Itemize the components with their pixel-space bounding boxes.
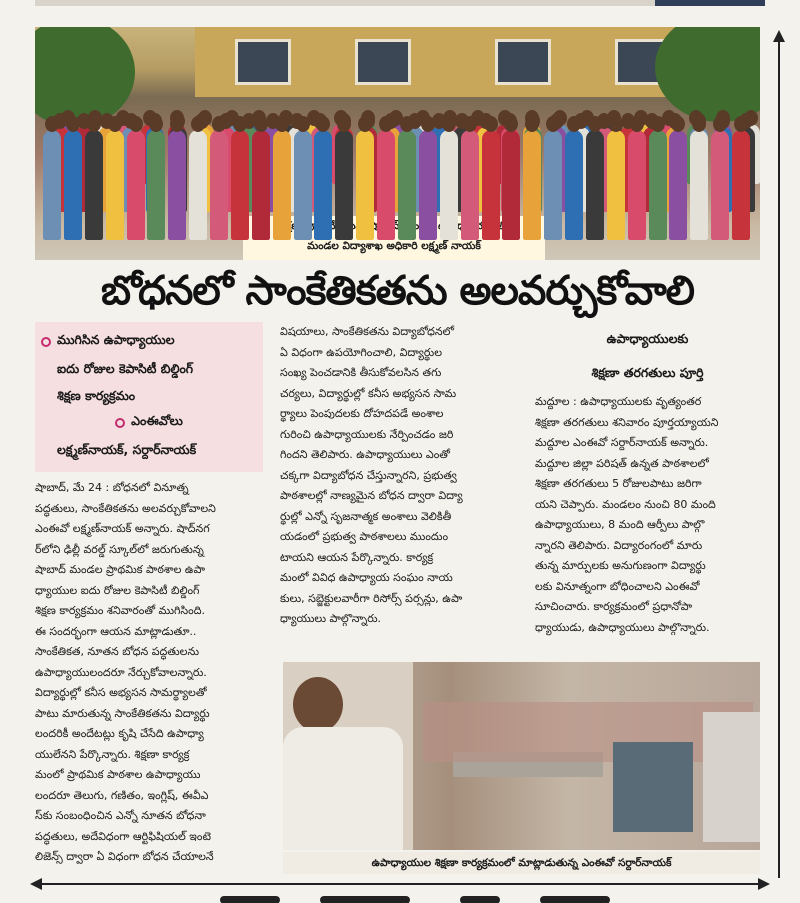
person-figure [544, 130, 562, 240]
article-column-3 [535, 392, 760, 638]
article-line: ర్థుల్లో ఎన్నో సృజనాత్మక అంశాలు వెలికితీ [280, 509, 452, 523]
person-figure [419, 130, 437, 240]
highlight-line: ముగిసిన ఉపాధ్యాయుల [57, 332, 175, 347]
article-column-2 [280, 322, 518, 630]
person-figure [356, 130, 374, 240]
article-line: ఈ సందర్భంగా ఆయన మాట్లాడుతూ.. [35, 624, 197, 638]
person-figure [189, 130, 207, 240]
person-figure [565, 130, 583, 240]
article-line: ధ్యాయుడు, ఉపాధ్యాయులు పాల్గొన్నారు. [535, 620, 710, 634]
person-head [734, 116, 748, 132]
person-head [254, 116, 268, 132]
person-head [630, 116, 644, 132]
person-figure [147, 130, 165, 240]
article-line: చర్యలు, విద్యార్థుల్లో కనీస అభ్యసన సామ [280, 386, 457, 400]
article-line: గురించి ఉపాధ్యాయులకు నేర్పించడం జరి [280, 427, 454, 441]
article-line: సాంకేతికత, నూతన బోధన పద్ధతులను [35, 645, 200, 658]
person-figure [732, 130, 750, 240]
photo1-caption-line: మండల విద్యాశాఖ అధికారి లక్ష్మణ్ నాయక్ [307, 240, 481, 252]
article-line: పద్ధతులు, సాంకేతికతను అలవర్చుకోవాలని [35, 501, 216, 515]
person-figure [398, 130, 416, 240]
person-figure [377, 130, 395, 240]
top-rule-accent [655, 0, 765, 6]
person-head [108, 116, 122, 132]
article-line: లందరూ తెలుగు, గణితం, ఇంగ్లిష్, ఈవీఎ [35, 788, 209, 802]
article-line: శిక్షణ కార్యక్రమం శనివారంతో ముగిసింది. [35, 604, 205, 617]
highlight-line: శిక్షణ కార్యక్రమం [57, 388, 136, 403]
person-figure [85, 130, 103, 240]
article-line: ధ్యాయుల ఐదు రోజుల కెపాసిటీ బిల్డింగ్ [35, 583, 200, 597]
article-line: కులు, సబ్జెక్టులవారీగా రిసోర్స్ పర్సన్లు, ఉపా [280, 591, 463, 605]
article-line: యులేనని పేర్కొన్నారు. శిక్షణా కార్యక్ర [35, 747, 190, 761]
highlight-line: లక్ష్మణ్‌నాయక్, సర్దార్‌నాయక్ [57, 442, 197, 457]
article-line: శిక్షణా తరగతులు 5 రోజులపాటు జరిగా [535, 477, 702, 490]
person-figure [335, 130, 353, 240]
photo2-caption: ఉపాధ్యాయుల శిక్షణా కార్యక్రమంలో మాట్లాడుతున్న ఎంఈవో సర్దార్‌నాయక్ [283, 852, 760, 874]
cropped-next-headline [200, 892, 620, 903]
article-line: షాబాద్, మే 24 : బోధనలో వినూత్న [35, 481, 189, 494]
article-line: న్నారని తెలిపారు. విద్యారంగంలో మారు [535, 538, 703, 552]
person-head [442, 116, 456, 132]
person-figure [628, 130, 646, 240]
subhead-line: శిక్షణా తరగతులు పూర్తి [591, 365, 704, 380]
person-head [567, 116, 581, 132]
person-figure [314, 130, 332, 240]
person-head [233, 116, 247, 132]
person-head [275, 116, 289, 132]
person-figure [461, 130, 479, 240]
article-line: టాయని ఆయన పేర్కొన్నారు. కార్యక్ర [280, 550, 434, 564]
article-line: సంఖ్య పెంచడానికి తీసుకోవలసిన తగు [280, 366, 442, 379]
article-line: శిక్షణా తరగతులు శనివారం పూర్తయ్యాయని [535, 415, 719, 429]
person-figure [669, 130, 687, 240]
person-figure [64, 130, 82, 240]
article-line: చక్కగా విద్యాబోధన చేస్తున్నారని, ప్రభుత్వ [280, 468, 457, 482]
article-line: పాటు మారుతున్న సాంకేతికతను విద్యార్థు [35, 706, 210, 720]
person-figure [523, 130, 541, 240]
article-line: మంలో ప్రాథమిక పాఠశాల ఉపాధ్యాయు [35, 768, 201, 781]
person-head [651, 116, 665, 132]
article-line: విద్యార్థుల్లో కనీస అభ్యసన సామర్థ్యాలతో [35, 686, 207, 699]
article-line: పద్ధతులు, అదేవిధంగా ఆర్టిఫిషియల్ ఇంటె [35, 829, 211, 843]
article-line: ర్థ్యాలు పెంపుదలకు దోహదపడే అంశాల [280, 407, 444, 420]
person-figure [294, 130, 312, 240]
person-figure [711, 130, 729, 240]
article-line: పాఠశాలల్లో నాణ్యమైన బోధన ద్వారా విద్యా [280, 489, 463, 502]
article-line: ఉపాధ్యాయులు, 8 మంది ఆర్పీలు పాల్గొ [535, 518, 705, 531]
person-figure [586, 130, 604, 240]
person-head [400, 116, 414, 132]
person-figure [607, 130, 625, 240]
sidebar-subhead [535, 322, 760, 390]
article-line: యని చెప్పారు. మండలం నుంచి 80 మంది [535, 497, 716, 511]
arrow-right-icon [758, 878, 770, 890]
person-head [421, 116, 435, 132]
article-line: విషయాలు, సాంకేతికతను విద్యాబోధనలో [280, 325, 454, 338]
person-figure [168, 130, 186, 240]
column-rule [778, 40, 780, 878]
person-figure [273, 130, 291, 240]
person-figure [127, 130, 145, 240]
article-line: షాబాద్ మండల ప్రాథమిక పాఠశాల ఉపా [35, 563, 206, 576]
article-line: యడంలో ప్రభుత్వ పాఠశాలలు ముందుం [280, 530, 449, 543]
person-head [316, 116, 330, 132]
article-line: ఉపాధ్యాయులందరూ నేర్చుకోవాలన్నారు. [35, 665, 207, 679]
article-line: గిందని తెలిపారు. ఉపాధ్యాయులు ఎంతో [280, 448, 451, 461]
highlight-line: ఐదు రోజుల కెపాసిటీ బిల్డింగ్ [57, 361, 194, 376]
person-figure [502, 130, 520, 240]
article-line: మద్దూల ఎంఈవో సర్దార్‌నాయక్ అన్నారు. [535, 436, 709, 449]
person-head [671, 116, 685, 132]
person-head [87, 116, 101, 132]
person-head [379, 116, 393, 132]
person-head [66, 116, 80, 132]
circle-bullet-icon [115, 418, 125, 428]
article-line: సూచించారు. కార్యక్రమంలో ప్రధానోపా [535, 600, 693, 613]
person-figure [482, 130, 500, 240]
person-head [484, 116, 498, 132]
person-figure [210, 130, 228, 240]
article-line: ఎంఈవో లక్ష్మణ్‌నాయక్ అన్నారు. షాద్‌నగ [35, 522, 210, 535]
article-line: స్‌కు సంబంధించిన ఎన్నో నూతన బోధనా [35, 809, 206, 822]
article-line: లిజెన్స్ ద్వారా ఏ విధంగా బోధన చేయాలనే [35, 850, 214, 863]
highlight-line: ఎంఈవోలు [131, 413, 183, 428]
article-line: లకు వినూత్నంగా బోధించాలని ఎంఈవో [535, 579, 700, 593]
person-head [588, 116, 602, 132]
top-rule [35, 0, 655, 6]
person-head [45, 116, 59, 132]
crowd [35, 70, 760, 240]
article-column-1 [35, 478, 263, 868]
person-head [296, 116, 310, 132]
person-figure [106, 130, 124, 240]
person-head [609, 116, 623, 132]
person-figure [252, 130, 270, 240]
article-line: తున్న మార్పులకు అనుగుణంగా విద్యార్థు [535, 559, 706, 572]
group-photo [35, 27, 760, 260]
highlight-box [35, 322, 263, 472]
circle-bullet-icon [41, 337, 51, 347]
person-figure [440, 130, 458, 240]
article-line: మంలో వివిధ ఉపాధ్యాయ సంఘం నాయ [280, 571, 453, 584]
person-figure [231, 130, 249, 240]
article-line: ధ్యాయులు పాల్గొన్నారు. [280, 612, 382, 625]
person-figure [649, 130, 667, 240]
bottom-rule [40, 883, 760, 885]
headline: బోధనలో సాంకేతికతను అలవర్చుకోవాలి [101, 268, 694, 314]
article-line: లందరికీ అందేటట్లు కృషి చేసేది ఉపాధ్యా [35, 727, 204, 740]
person-head [212, 116, 226, 132]
classroom-photo [283, 662, 760, 850]
person-figure [690, 130, 708, 240]
article-line: ర్‌లోని ఢిల్లీ వరల్డ్ స్కూల్‌లో జరుగుతున్న [35, 542, 204, 556]
person-figure [43, 130, 61, 240]
article-line: మద్దూల : ఉపాధ్యాయులకు వృత్యంతర [535, 395, 702, 408]
subhead-line: ఉపాధ్యాయులకు [606, 331, 689, 346]
person-head [463, 116, 477, 132]
article-line: ఏ విధంగా ఉపయోగించాలి, విద్యార్థుల [280, 345, 442, 359]
person-head [129, 116, 143, 132]
article-line: మద్దూల జిల్లా పరిషత్ ఉన్నత పాఠశాలలో [535, 456, 709, 470]
